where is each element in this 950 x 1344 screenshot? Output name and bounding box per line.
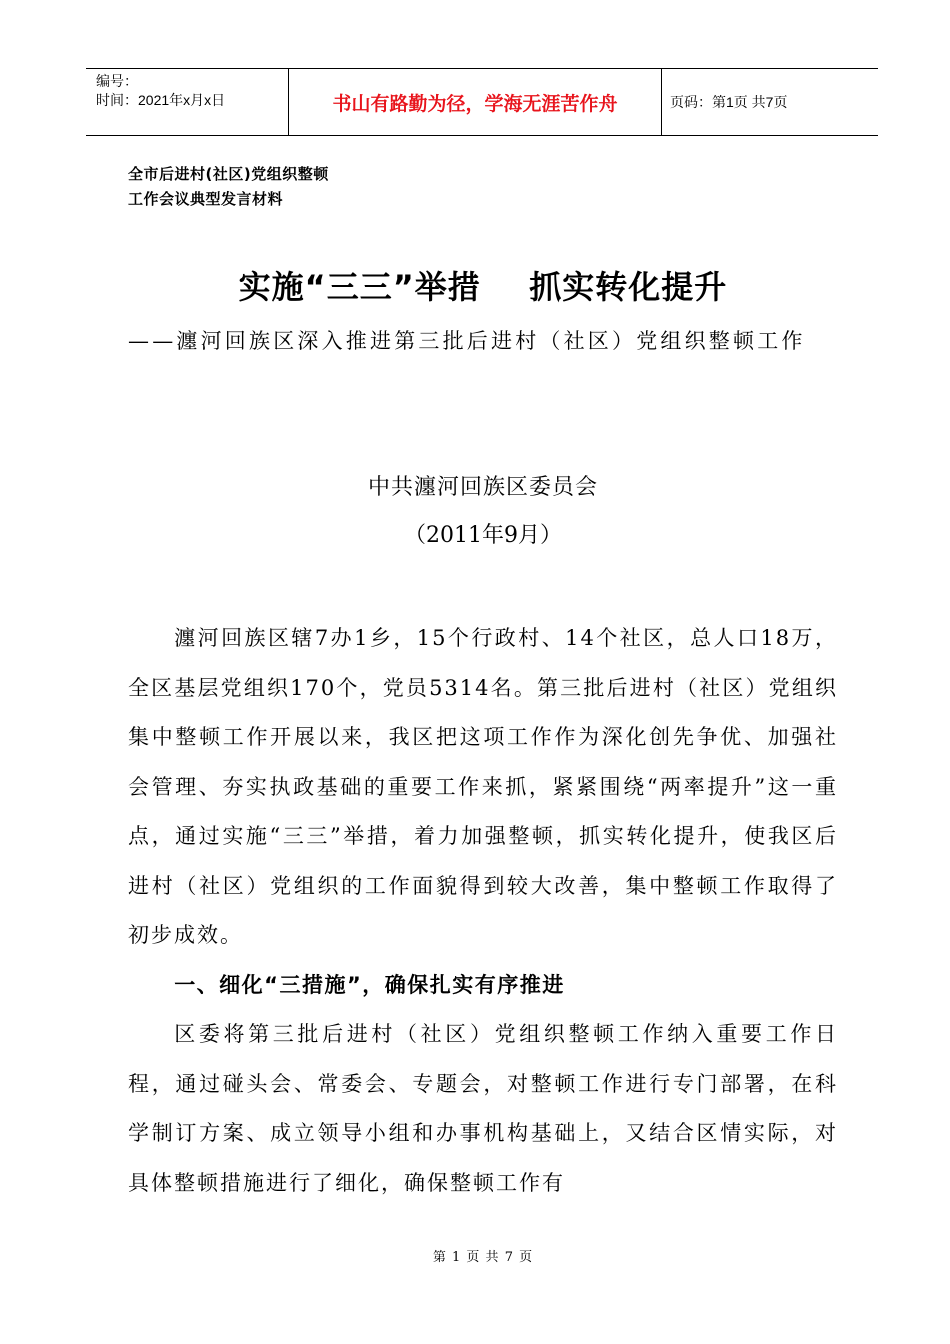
document-date: （2011年9月） — [404, 523, 562, 548]
time-label: 时间：2021年x月x日 — [96, 92, 226, 108]
document-title: 实施“三三”举措 抓实转化提升 — [238, 268, 728, 306]
document-subtitle: ——瀍河回族区深入推进第三批后进村（社区）党组织整顿工作 — [128, 329, 806, 353]
page-footer: 第 1 页 共 7 页 — [432, 1250, 534, 1265]
section-heading-1: 一、细化“三措施”，确保扎实有序推进 — [174, 972, 565, 997]
document-body — [128, 614, 838, 1208]
issuer: 中共瀍河回族区委员会 — [367, 475, 598, 500]
paragraph-2: 区委将第三批后进村（社区）党组织整顿工作纳入重要工作日程，通过碰头会、常委会、专题会，对整顿工作进行专门部署，在科学制订方案、成立领导小组和办事机构基础上，又结合区情实际，对具体整顿措施进行了细化，确保整顿工作有 — [128, 1022, 838, 1195]
org-title-line2: 工作会议典型发言材料 — [128, 190, 284, 208]
org-title — [128, 162, 329, 212]
serial-label: 编号： — [96, 73, 138, 89]
header-table — [86, 68, 878, 136]
paragraph-1: 瀍河回族区辖7办1乡，15个行政村、14个社区，总人口18万，全区基层党组织170个，党员5314名。第三批后进村（社区）党组织集中整顿工作开展以来，我区把这项工作作为深化创先争优、加强社会管理、夯实执政基础的重要工作来抓，紧紧围绕“两率提升”这一重点，通过实施“三三”举措，着力加强整顿，抓实转化提升，使我区后进村（社区）党组织的工作面貌得到较大改善，集中整顿工作取得了初步成效。 — [128, 626, 838, 947]
org-title-line1: 全市后进村(社区)党组织整顿 — [128, 165, 329, 183]
page-info: 页码：第1页 共7页 — [670, 94, 788, 110]
header-meta-cell — [86, 69, 288, 135]
motto: 书山有路勤为径，学海无涯苦作舟 — [288, 69, 662, 135]
